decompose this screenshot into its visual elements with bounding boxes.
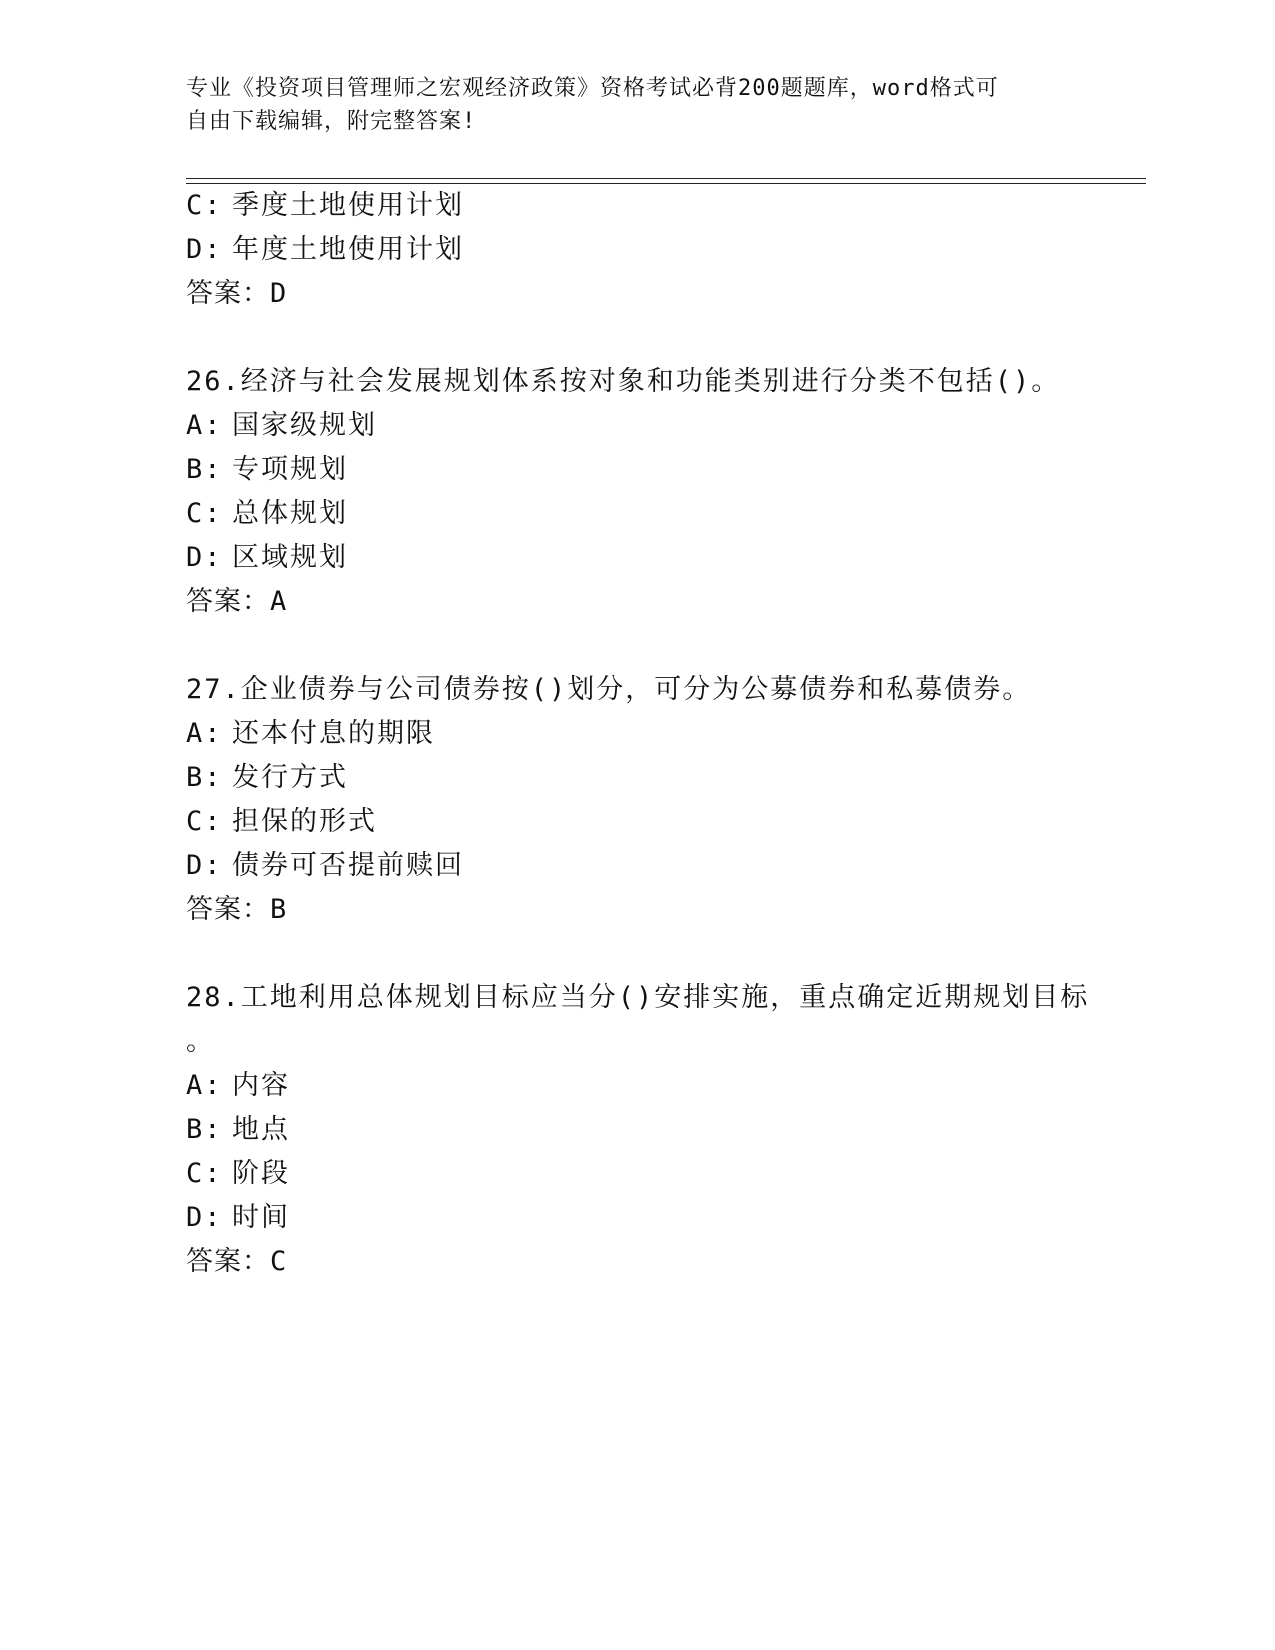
- option-b: [186, 454, 348, 486]
- option-text: 内容: [232, 1070, 290, 1101]
- option-key: C:: [186, 1158, 223, 1189]
- option-key: B:: [186, 454, 223, 485]
- option-d: [186, 234, 464, 266]
- option-a: [186, 718, 435, 750]
- header-divider-bottom: [186, 183, 1146, 184]
- option-c: [186, 806, 377, 838]
- option-a: [186, 1070, 290, 1102]
- answer-value: D: [270, 278, 288, 309]
- option-key: C:: [186, 190, 223, 221]
- answer-line: [186, 278, 287, 310]
- option-key: A:: [186, 718, 223, 749]
- option-text: 担保的形式: [232, 806, 377, 837]
- document-header: [186, 72, 1066, 138]
- answer-line: [186, 586, 287, 618]
- question-stem: 28.工地利用总体规划目标应当分()安排实施，重点确定近期规划目标: [186, 982, 1090, 1013]
- header-line-1: 专业《投资项目管理师之宏观经济政策》资格考试必背200题题库，word格式可: [186, 76, 999, 101]
- option-d: [186, 850, 464, 882]
- option-b: [186, 1114, 290, 1146]
- option-key: C:: [186, 806, 223, 837]
- option-key: A:: [186, 1070, 223, 1101]
- option-text: 债券可否提前赎回: [232, 850, 464, 881]
- option-key: D:: [186, 850, 223, 881]
- option-key: C:: [186, 498, 223, 529]
- option-c: [186, 1158, 290, 1190]
- option-text: 专项规划: [232, 454, 348, 485]
- question-stem: 26.经济与社会发展规划体系按对象和功能类别进行分类不包括()。: [186, 366, 1061, 397]
- option-text: 季度土地使用计划: [232, 190, 464, 221]
- option-key: D:: [186, 542, 223, 573]
- option-text: 阶段: [232, 1158, 290, 1189]
- answer-label: 答案：: [186, 586, 270, 617]
- option-b: [186, 762, 348, 794]
- option-text: 发行方式: [232, 762, 348, 793]
- answer-value: B: [270, 894, 288, 925]
- answer-label: 答案：: [186, 278, 270, 309]
- option-a: [186, 410, 377, 442]
- option-text: 还本付息的期限: [232, 718, 435, 749]
- header-divider-top: [186, 178, 1146, 179]
- option-text: 地点: [232, 1114, 290, 1145]
- option-key: D:: [186, 234, 223, 265]
- answer-line: [186, 894, 287, 926]
- option-d: [186, 542, 348, 574]
- question-stem-continuation: 。: [186, 1026, 215, 1057]
- question-stem: 27.企业债券与公司债券按()划分，可分为公募债券和私募债券。: [186, 674, 1032, 705]
- option-text: 年度土地使用计划: [232, 234, 464, 265]
- option-key: D:: [186, 1202, 223, 1233]
- option-text: 国家级规划: [232, 410, 377, 441]
- option-text: 时间: [232, 1202, 290, 1233]
- option-key: A:: [186, 410, 223, 441]
- answer-value: C: [270, 1246, 288, 1277]
- option-c: [186, 498, 348, 530]
- answer-label: 答案：: [186, 1246, 270, 1277]
- answer-value: A: [270, 586, 288, 617]
- answer-line: [186, 1246, 287, 1278]
- option-text: 区域规划: [232, 542, 348, 573]
- option-c: [186, 190, 464, 222]
- option-key: B:: [186, 762, 223, 793]
- option-text: 总体规划: [232, 498, 348, 529]
- header-line-2: 自由下载编辑，附完整答案!: [186, 109, 477, 134]
- answer-label: 答案：: [186, 894, 270, 925]
- option-key: B:: [186, 1114, 223, 1145]
- option-d: [186, 1202, 290, 1234]
